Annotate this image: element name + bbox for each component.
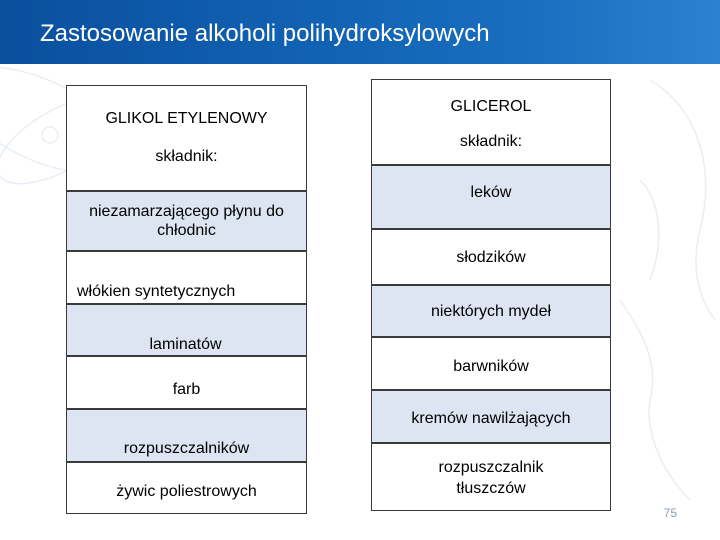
row-text: kremów nawilżających	[411, 410, 571, 427]
row-text: farb	[172, 381, 201, 398]
table-subheader: składnik:	[155, 148, 218, 165]
row-text: rozpuszczalników	[123, 440, 250, 457]
row-text: słodzików	[456, 249, 526, 266]
table-header-cell	[371, 79, 611, 165]
row-text: niezamarzającego płynu do	[89, 203, 284, 220]
page-number: 75	[663, 506, 677, 520]
table-row	[66, 356, 307, 409]
table-row	[371, 390, 611, 443]
table-row	[371, 285, 611, 337]
table-subheader: składnik:	[459, 133, 523, 150]
row-text: leków	[470, 184, 512, 201]
title-bar	[0, 0, 720, 64]
row-text: tłuszczów	[456, 480, 526, 497]
glycerol-table	[371, 79, 611, 511]
table-row	[66, 462, 307, 514]
table-header: GLIKOL ETYLENOWY	[105, 110, 268, 127]
row-text: żywic poliestrowych	[116, 483, 257, 500]
glycol-table	[66, 85, 307, 514]
row-text: barwników	[453, 358, 529, 375]
table-row	[371, 443, 611, 511]
row-text: włókien syntetycznych	[77, 283, 236, 300]
table-row	[371, 337, 611, 390]
table-header-cell	[66, 85, 307, 191]
row-text: niektórych mydeł	[430, 303, 552, 320]
row-text: laminatów	[149, 336, 222, 353]
table-row	[371, 229, 611, 285]
table-row	[66, 191, 307, 251]
slide-title: Zastosowanie alkoholi polihydroksylowych	[40, 20, 490, 47]
table-row	[66, 304, 307, 356]
table-row	[371, 165, 611, 229]
row-text: chłodnic	[157, 222, 216, 239]
table-row	[66, 409, 307, 462]
table-row	[66, 251, 307, 304]
table-header: GLICEROL	[450, 98, 532, 115]
row-text: rozpuszczalnik	[438, 459, 544, 476]
